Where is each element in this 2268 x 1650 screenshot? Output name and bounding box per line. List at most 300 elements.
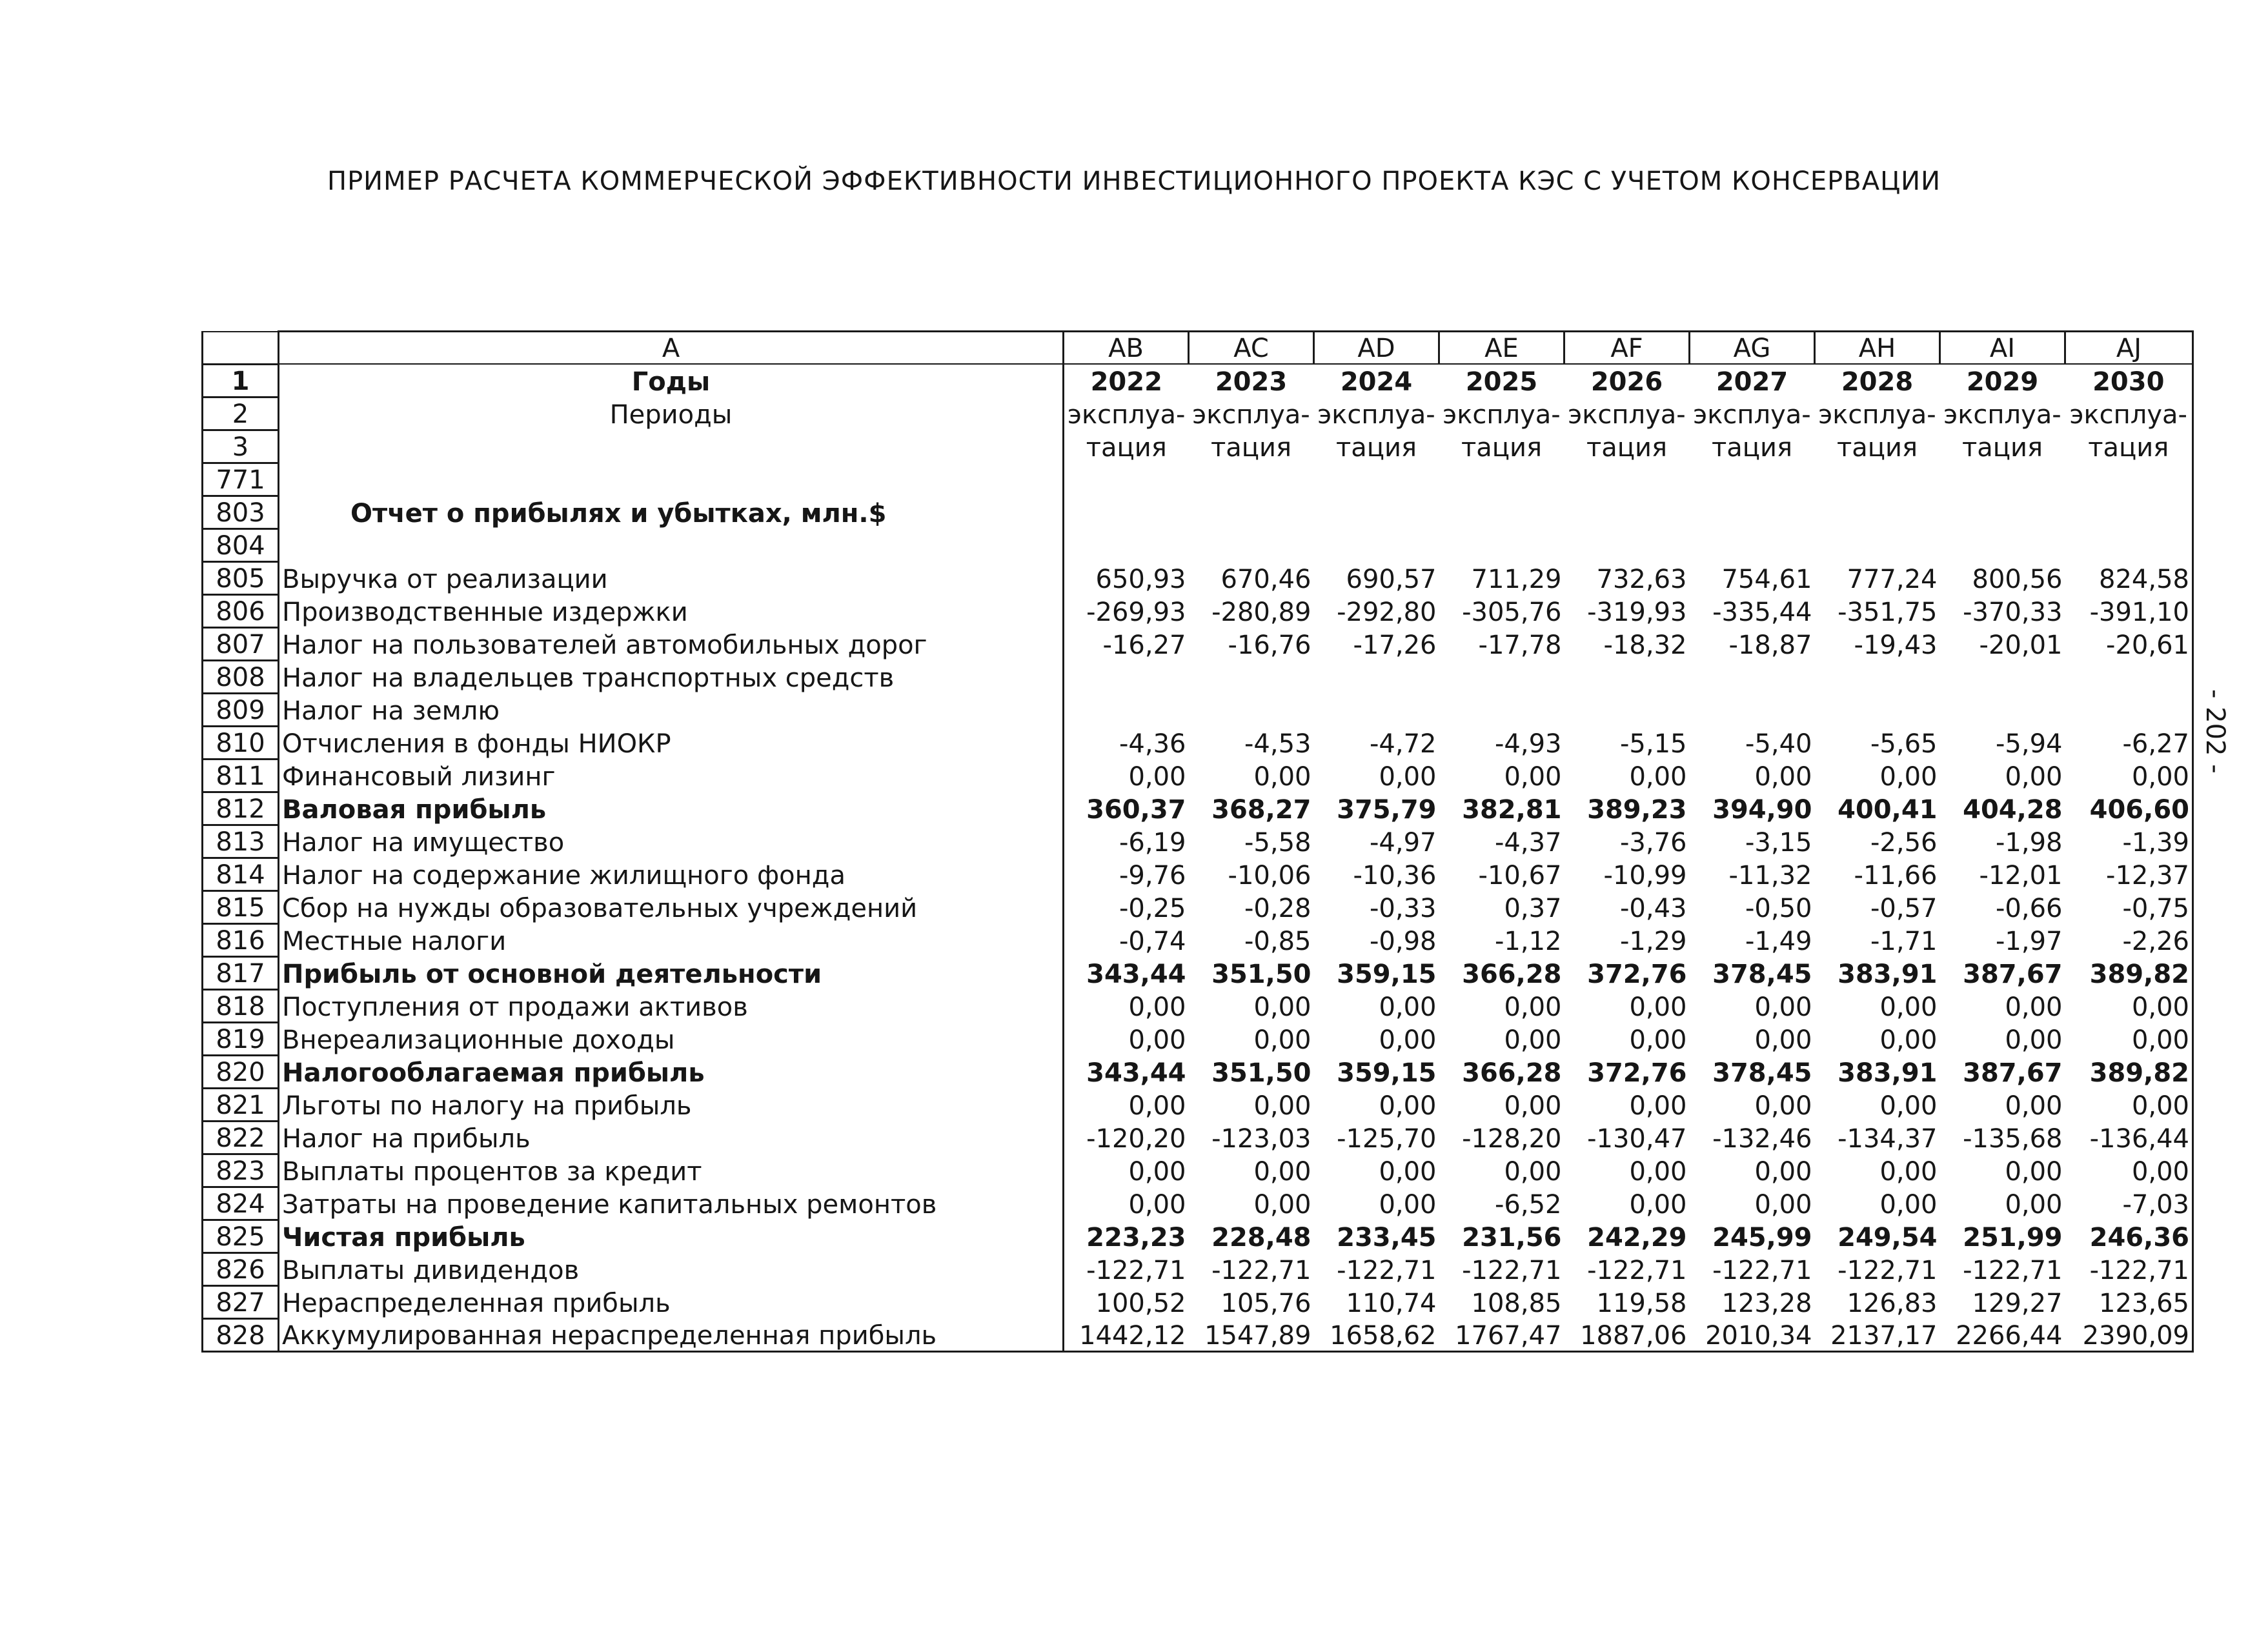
table-body	[203, 332, 2193, 1352]
value-cell: -4,93	[1495, 729, 1562, 759]
value-cell	[1439, 660, 1564, 693]
value-cell: 0,00	[2005, 1157, 2063, 1187]
value-cell: 2010,34	[1690, 1318, 1815, 1351]
table-row	[203, 1285, 2193, 1318]
value-cell: -122,71	[1211, 1256, 1311, 1285]
table-row	[203, 858, 2193, 890]
value-cell: -4,36	[1119, 729, 1186, 759]
value-cell: -122,71	[1086, 1256, 1186, 1285]
value-cell: 0,00	[1629, 1190, 1687, 1220]
row-number: 804	[203, 528, 279, 561]
header-cell: 2030	[2065, 364, 2193, 397]
value-cell: -123,03	[1211, 1124, 1311, 1154]
table-row	[203, 1187, 2193, 1220]
value-cell: 0,00	[1879, 1190, 1938, 1220]
row-number: 814	[203, 858, 279, 890]
row-label: Налог на владельцев транспортных средств	[279, 660, 1064, 693]
value-cell	[1439, 693, 1564, 726]
value-cell: 368,27	[1211, 795, 1311, 825]
empty-cell	[1189, 528, 1314, 561]
value-cell: 0,00	[1879, 762, 1938, 792]
value-cell: 0,00	[2005, 1190, 2063, 1220]
value-cell: 0,00	[1879, 1157, 1938, 1187]
value-cell	[1815, 660, 1940, 693]
value-cell: 0,00	[1379, 992, 1437, 1022]
table-row	[203, 1121, 2193, 1154]
table-row	[203, 1055, 2193, 1088]
value-cell: 372,76	[1587, 1058, 1687, 1088]
value-cell: 404,28	[1963, 795, 2063, 825]
value-cell: 119,58	[1596, 1289, 1687, 1318]
value-cell: 0,00	[2065, 759, 2193, 792]
header-cell	[1690, 463, 1815, 496]
value-cell: 228,48	[1211, 1223, 1311, 1253]
row-label: Налог на имущество	[279, 825, 1064, 858]
value-cell: -11,32	[1728, 861, 1812, 890]
value-cell: 1767,47	[1439, 1318, 1564, 1351]
header-cell: тация	[1836, 433, 1918, 463]
row-number: 828	[203, 1318, 279, 1351]
value-cell: -0,28	[1244, 894, 1311, 923]
row-label: Налог на содержание жилищного фонда	[279, 858, 1064, 890]
empty-cell	[1564, 496, 1690, 528]
header-cell: эксплуа-	[1818, 400, 1936, 430]
value-cell: 0,00	[1504, 1025, 1562, 1055]
value-cell: -1,29	[1620, 927, 1687, 956]
value-cell: 400,41	[1838, 795, 1938, 825]
row-label: Местные налоги	[279, 923, 1064, 956]
row-label: Льготы по налогу на прибыль	[279, 1088, 1064, 1121]
value-cell: -5,58	[1244, 828, 1311, 858]
value-cell: 0,00	[1754, 1157, 1812, 1187]
column-letter: A	[279, 332, 1064, 365]
value-cell	[1940, 660, 2065, 693]
header-cell: тация	[1461, 433, 1543, 463]
header-cell: эксплуа-	[1192, 400, 1310, 430]
page-title: ПРИМЕР РАСЧЕТА КОММЕРЧЕСКОЙ ЭФФЕКТИВНОСТИ ИНВЕСТИЦИОННОГО ПРОЕКТА КЭС С УЧЕТОМ КОНСЕРВАЦИИ	[327, 166, 1941, 196]
value-cell: -0,75	[2065, 890, 2193, 923]
value-cell: -5,15	[1620, 729, 1687, 759]
table-row	[203, 956, 2193, 989]
table-row	[203, 627, 2193, 660]
header-cell	[1189, 463, 1314, 496]
value-cell: -9,76	[1119, 861, 1186, 890]
header-cell: эксплуа-	[1693, 400, 1811, 430]
header-cell: эксплуа-	[1943, 400, 2061, 430]
value-cell: -134,37	[1838, 1124, 1938, 1154]
value-cell: 0,00	[1504, 1157, 1562, 1187]
value-cell	[1815, 693, 1940, 726]
row-number: 808	[203, 660, 279, 693]
value-cell: -17,26	[1353, 630, 1437, 660]
value-cell: -370,33	[1963, 598, 2063, 627]
value-cell	[1690, 660, 1815, 693]
value-cell: -120,20	[1086, 1124, 1186, 1154]
value-cell: -4,72	[1370, 729, 1437, 759]
value-cell: 0,00	[1253, 762, 1311, 792]
value-cell: 0,00	[1879, 1091, 1938, 1121]
empty-cell	[1940, 496, 2065, 528]
value-cell: 223,23	[1086, 1223, 1186, 1253]
value-cell	[1189, 693, 1314, 726]
header-cell	[1314, 463, 1439, 496]
value-cell: 110,74	[1346, 1289, 1437, 1318]
header-cell: 2027	[1716, 367, 1788, 397]
row-label: Годы	[279, 364, 1064, 397]
value-cell: -20,01	[1979, 630, 2063, 660]
value-cell: 1658,62	[1314, 1318, 1439, 1351]
value-cell: -122,71	[1963, 1256, 2063, 1285]
value-cell: 0,00	[1629, 762, 1687, 792]
value-cell: 378,45	[1712, 1058, 1812, 1088]
row-label: Чистая прибыль	[279, 1220, 1064, 1253]
value-cell: -132,46	[1712, 1124, 1812, 1154]
header-cell: тация	[2065, 430, 2193, 463]
value-cell: 0,00	[1253, 1091, 1311, 1121]
row-label: Отчисления в фонды НИОКР	[279, 726, 1064, 759]
table-row	[203, 594, 2193, 627]
value-cell: 754,61	[1721, 565, 1812, 594]
column-letters-row	[203, 332, 2193, 365]
table-row	[203, 890, 2193, 923]
row-number-corner	[203, 332, 279, 365]
value-cell: 0,00	[1754, 992, 1812, 1022]
table-row	[203, 693, 2193, 726]
header-cell: тация	[1335, 433, 1417, 463]
empty-cell	[1690, 496, 1815, 528]
value-cell: -19,43	[1854, 630, 1938, 660]
value-cell: 711,29	[1471, 565, 1562, 594]
value-cell: 231,56	[1462, 1223, 1562, 1253]
row-number: 819	[203, 1022, 279, 1055]
value-cell: 129,27	[1972, 1289, 2063, 1318]
value-cell: 0,00	[2005, 762, 2063, 792]
value-cell: 0,00	[1253, 1157, 1311, 1187]
value-cell: -3,15	[1745, 828, 1812, 858]
row-number: 771	[203, 463, 279, 496]
value-cell	[1564, 693, 1690, 726]
value-cell: -0,57	[1870, 894, 1938, 923]
row-label: Аккумулированная нераспределенная прибыль	[279, 1318, 1064, 1351]
value-cell: 0,00	[1629, 1157, 1687, 1187]
value-cell: -122,71	[1712, 1256, 1812, 1285]
section-row	[203, 496, 2193, 528]
column-letter: AF	[1564, 332, 1690, 365]
table-row	[203, 726, 2193, 759]
value-cell: -6,52	[1495, 1190, 1562, 1220]
empty-cell	[2065, 528, 2193, 561]
empty-cell	[1940, 528, 2065, 561]
value-cell: 0,00	[1379, 1025, 1437, 1055]
value-cell: -1,49	[1745, 927, 1812, 956]
empty-cell	[1189, 496, 1314, 528]
value-cell: 0,00	[2005, 992, 2063, 1022]
table-row	[203, 1022, 2193, 1055]
value-cell: -11,66	[1854, 861, 1938, 890]
value-cell: 359,15	[1337, 1058, 1437, 1088]
value-cell: 0,00	[1128, 762, 1186, 792]
row-number: 810	[203, 726, 279, 759]
value-cell: 378,45	[1712, 960, 1812, 989]
value-cell: -136,44	[2065, 1121, 2193, 1154]
row-label: Периоды	[279, 397, 1064, 430]
value-cell: 690,57	[1346, 565, 1437, 594]
row-number: 812	[203, 792, 279, 825]
value-cell: 375,79	[1337, 795, 1437, 825]
column-letter: AE	[1439, 332, 1564, 365]
value-cell: -122,71	[1337, 1256, 1437, 1285]
table-row	[203, 1154, 2193, 1187]
table-row	[203, 989, 2193, 1022]
row-number: 803	[203, 496, 279, 528]
value-cell	[1314, 660, 1439, 693]
value-cell: -1,12	[1495, 927, 1562, 956]
value-cell: 382,81	[1462, 795, 1562, 825]
value-cell: 0,00	[1504, 992, 1562, 1022]
value-cell: 0,00	[1504, 1091, 1562, 1121]
row-number: 818	[203, 989, 279, 1022]
value-cell: -0,98	[1370, 927, 1437, 956]
value-cell: -12,37	[2065, 858, 2193, 890]
column-letter: AJ	[2065, 332, 2193, 365]
header-cell	[2065, 463, 2193, 496]
value-cell: 366,28	[1462, 1058, 1562, 1088]
value-cell: 389,82	[2065, 956, 2193, 989]
header-cell: эксплуа-	[1443, 400, 1561, 430]
value-cell: -1,97	[1996, 927, 2063, 956]
value-cell: 0,00	[1629, 1025, 1687, 1055]
spreadsheet-table	[201, 330, 2194, 1353]
row-label: Выручка от реализации	[279, 561, 1064, 594]
table-row	[203, 923, 2193, 956]
value-cell: 245,99	[1712, 1223, 1812, 1253]
value-cell: 2137,17	[1815, 1318, 1940, 1351]
value-cell	[1064, 693, 1189, 726]
value-cell: 0,00	[1629, 1091, 1687, 1121]
table-row	[203, 1220, 2193, 1253]
value-cell: -1,39	[2065, 825, 2193, 858]
value-cell: 0,00	[1128, 1157, 1186, 1187]
empty-cell	[1064, 528, 1189, 561]
row-number: 817	[203, 956, 279, 989]
value-cell: -128,20	[1462, 1124, 1562, 1154]
value-cell: -122,71	[1587, 1256, 1687, 1285]
row-label: Нераспределенная прибыль	[279, 1285, 1064, 1318]
page-number: - 202 -	[2200, 689, 2230, 774]
value-cell: -10,36	[1353, 861, 1437, 890]
table-row	[203, 759, 2193, 792]
header-cell: тация	[1210, 433, 1292, 463]
table-row	[203, 1088, 2193, 1121]
value-cell: 0,00	[1379, 1157, 1437, 1187]
value-cell: 0,00	[1754, 762, 1812, 792]
value-cell: 0,00	[2065, 989, 2193, 1022]
value-cell	[2065, 660, 2193, 693]
value-cell: -5,65	[1870, 729, 1938, 759]
value-cell: 0,00	[1754, 1091, 1812, 1121]
value-cell: 126,83	[1847, 1289, 1938, 1318]
row-number: 824	[203, 1187, 279, 1220]
value-cell: -5,40	[1745, 729, 1812, 759]
value-cell: -122,71	[2065, 1253, 2193, 1285]
header-cell: эксплуа-	[1568, 400, 1686, 430]
row-label: Налог на прибыль	[279, 1121, 1064, 1154]
value-cell: -122,71	[1838, 1256, 1938, 1285]
value-cell: 0,00	[1128, 1091, 1186, 1121]
value-cell: 0,00	[1754, 1025, 1812, 1055]
row-label: Финансовый лизинг	[279, 759, 1064, 792]
value-cell: 360,37	[1086, 795, 1186, 825]
value-cell: 249,54	[1838, 1223, 1938, 1253]
value-cell	[2065, 693, 2193, 726]
value-cell: 389,82	[2065, 1055, 2193, 1088]
value-cell: 108,85	[1471, 1289, 1562, 1318]
header-cell	[1064, 463, 1189, 496]
value-cell: -17,78	[1478, 630, 1562, 660]
value-cell	[1564, 660, 1690, 693]
value-cell: -0,66	[1996, 894, 2063, 923]
header-cell	[1564, 463, 1690, 496]
value-cell: 2266,44	[1940, 1318, 2065, 1351]
empty-cell	[1690, 528, 1815, 561]
value-cell: -319,93	[1587, 598, 1687, 627]
column-letter: AI	[1940, 332, 2065, 365]
row-label: Поступления от продажи активов	[279, 989, 1064, 1022]
table-row	[203, 660, 2193, 693]
value-cell: -269,93	[1086, 598, 1186, 627]
value-cell: 100,52	[1095, 1289, 1186, 1318]
value-cell: -7,03	[2065, 1187, 2193, 1220]
value-cell: 242,29	[1587, 1223, 1687, 1253]
value-cell: 0,00	[2005, 1025, 2063, 1055]
value-cell: 777,24	[1847, 565, 1938, 594]
value-cell: 351,50	[1211, 1058, 1311, 1088]
row-label: Производственные издержки	[279, 594, 1064, 627]
value-cell: -0,85	[1244, 927, 1311, 956]
value-cell: 0,00	[2065, 1154, 2193, 1187]
table-row	[203, 1253, 2193, 1285]
value-cell: 824,58	[2065, 561, 2193, 594]
value-cell: -6,27	[2065, 726, 2193, 759]
value-cell: 1547,89	[1189, 1318, 1314, 1351]
row-number: 825	[203, 1220, 279, 1253]
value-cell: -0,33	[1370, 894, 1437, 923]
value-cell: 406,60	[2065, 792, 2193, 825]
empty-cell	[1439, 528, 1564, 561]
value-cell: 0,00	[1128, 992, 1186, 1022]
value-cell: -0,50	[1745, 894, 1812, 923]
value-cell: -5,94	[1996, 729, 2063, 759]
row-number: 3	[203, 430, 279, 463]
empty-cell	[1815, 496, 1940, 528]
value-cell: -10,06	[1228, 861, 1311, 890]
value-cell	[1189, 660, 1314, 693]
column-letter: AC	[1189, 332, 1314, 365]
value-cell: 0,00	[1879, 992, 1938, 1022]
value-cell: 0,00	[1128, 1190, 1186, 1220]
value-cell: -12,01	[1979, 861, 2063, 890]
value-cell: 0,00	[1128, 1025, 1186, 1055]
row-label	[279, 430, 1064, 463]
value-cell	[1690, 693, 1815, 726]
empty-cell	[1314, 528, 1439, 561]
value-cell: -0,74	[1119, 927, 1186, 956]
value-cell: -18,87	[1728, 630, 1812, 660]
header-cell: эксплуа-	[1317, 400, 1435, 430]
column-letter: AB	[1064, 332, 1189, 365]
value-cell: -6,19	[1119, 828, 1186, 858]
value-cell: 0,00	[1379, 1091, 1437, 1121]
section-title: Отчет о прибылях и убытках, млн.$	[279, 496, 1064, 528]
header-cell: тация	[1711, 433, 1793, 463]
row-number: 826	[203, 1253, 279, 1285]
value-cell: 0,00	[1253, 1025, 1311, 1055]
row-number: 821	[203, 1088, 279, 1121]
value-cell: -18,32	[1603, 630, 1687, 660]
value-cell: 233,45	[1337, 1223, 1437, 1253]
row-label: Налогооблагаемая прибыль	[279, 1055, 1064, 1088]
row-number: 816	[203, 923, 279, 956]
value-cell: 359,15	[1337, 960, 1437, 989]
value-cell: 383,91	[1838, 1058, 1938, 1088]
table-row	[203, 561, 2193, 594]
value-cell: 0,00	[1504, 762, 1562, 792]
spacer-row	[203, 528, 2193, 561]
row-number: 811	[203, 759, 279, 792]
header-cell: тация	[1961, 433, 2043, 463]
row-number: 827	[203, 1285, 279, 1318]
row-label: Сбор на нужды образовательных учреждений	[279, 890, 1064, 923]
value-cell: -335,44	[1712, 598, 1812, 627]
value-cell: 105,76	[1220, 1289, 1311, 1318]
header-cell: 2024	[1340, 367, 1413, 397]
value-cell: 351,50	[1211, 960, 1311, 989]
empty-cell	[1815, 528, 1940, 561]
row-label: Налог на землю	[279, 693, 1064, 726]
row-number: 815	[203, 890, 279, 923]
value-cell: -2,26	[2065, 923, 2193, 956]
value-cell: 732,63	[1596, 565, 1687, 594]
header-cell: тация	[1086, 433, 1167, 463]
value-cell: -122,71	[1462, 1256, 1562, 1285]
row-label: Затраты на проведение капитальных ремонтов	[279, 1187, 1064, 1220]
table-row	[203, 825, 2193, 858]
value-cell: -1,98	[1996, 828, 2063, 858]
header-cell: тация	[1586, 433, 1668, 463]
value-cell	[1940, 693, 2065, 726]
value-cell: 366,28	[1462, 960, 1562, 989]
row-number: 805	[203, 561, 279, 594]
value-cell: 387,67	[1963, 960, 2063, 989]
value-cell: -4,37	[1495, 828, 1562, 858]
column-letter: AD	[1314, 332, 1439, 365]
row-number: 2	[203, 397, 279, 430]
row-label: Внереализационные доходы	[279, 1022, 1064, 1055]
row-number: 807	[203, 627, 279, 660]
row-number: 809	[203, 693, 279, 726]
header-cell: 2022	[1090, 367, 1162, 397]
value-cell: -391,10	[2065, 594, 2193, 627]
value-cell: 372,76	[1587, 960, 1687, 989]
value-cell: -292,80	[1337, 598, 1437, 627]
value-cell	[1314, 693, 1439, 726]
value-cell: 1442,12	[1064, 1318, 1189, 1351]
value-cell: 0,00	[1253, 1190, 1311, 1220]
row-number: 1	[203, 364, 279, 397]
value-cell: 0,00	[1879, 1025, 1938, 1055]
value-cell: -1,71	[1870, 927, 1938, 956]
value-cell	[1064, 660, 1189, 693]
